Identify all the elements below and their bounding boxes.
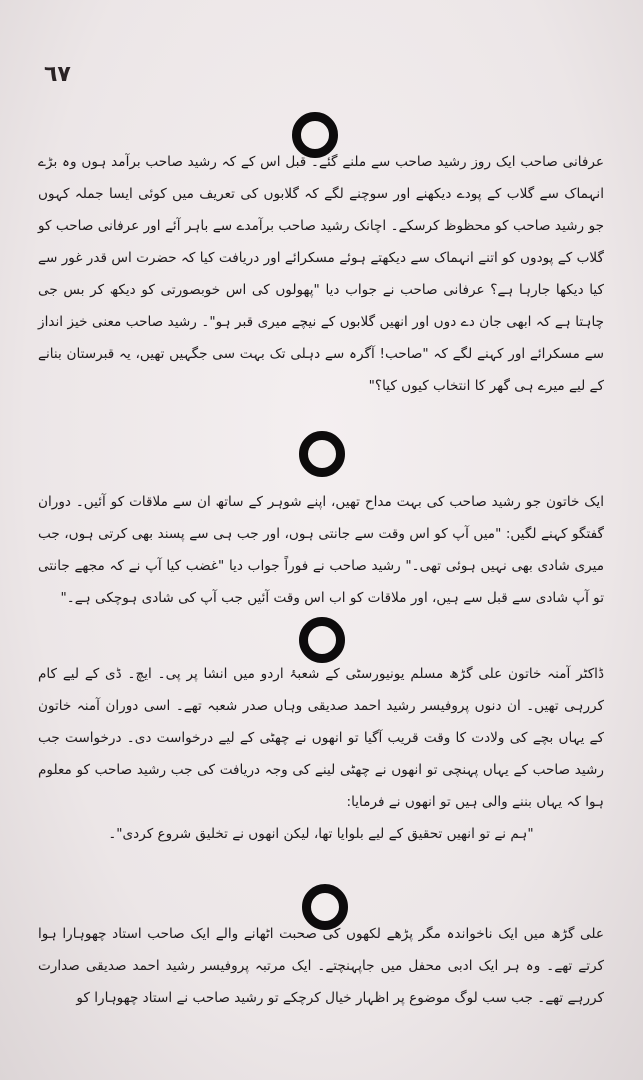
section-divider-ring-icon <box>299 617 345 663</box>
anecdote-paragraph-1 <box>38 146 604 402</box>
anecdote-paragraph-3 <box>38 658 604 850</box>
section-divider-ring-icon <box>299 431 345 477</box>
page-number: ٦٧ <box>44 62 71 87</box>
paragraph-text: علی گڑھ میں ایک ناخواندہ مگر پڑھے لکھوں کی صحبت اٹھانے والے ایک صاحب استاد چھوہارا ہوا کرتے تھے۔ وہ ہر ایک ادبی محفل میں جاپہنچتے۔ ایک مرتبہ پروفیسر رشید احمد صدیقی صدارت کررہے تھے۔ جب سب لوگ موضوع پر اظہار خیال کرچکے تو رشید صاحب نے استاد چھوہارا کو <box>38 926 604 1006</box>
paragraph-text: ایک خاتون جو رشید صاحب کی بہت مداح تھیں، اپنے شوہر کے ساتھ ان سے ملاقات کو آئیں۔ دوران گفتگو کہنے لگیں: "میں آپ کو اس وقت سے جانتی ہوں، اور جب ہی سے پسند بھی کرتی ہوں، جب میری شادی بھی نہیں ہوئی تھی۔" رشید صاحب نے فوراً جواب دیا "غضب کیا آپ نے کہ مجھے جانتی تو آپ شادی سے قبل سے ہیں، اور ملاقات کو اب اس وقت آئیں جب آپ کی شادی ہوچکی ہے۔" <box>38 494 604 606</box>
anecdote-paragraph-4 <box>38 918 604 1014</box>
quoted-remark: "ہم نے تو انھیں تحقیق کے لیے بلوایا تھا، لیکن انھوں نے تخلیق شروع کردی"۔ <box>108 826 534 842</box>
anecdote-paragraph-2 <box>38 486 604 614</box>
paragraph-text: ڈاکٹر آمنہ خاتون علی گڑھ مسلم یونیورسٹی کے شعبۂ اردو میں انشا پر پی۔ ایچ۔ ڈی کے لیے کام کررہی تھیں۔ ان دنوں پروفیسر رشید احمد صدیقی وہاں صدر شعبہ تھے۔ اسی دوران آمنہ خاتون کے یہاں بچے کی ولادت کا وقت قریب آگیا تو انھوں نے چھٹی کے لیے درخواست دی۔ درخواست جب رشید صاحب کے یہاں پہنچی تو انھوں نے چھٹی لینے کی وجہ دریافت کی جب رشید صاحب کو معلوم ہوا کہ یہاں بننے والی ہیں تو انھوں نے فرمایا: <box>38 666 604 810</box>
paragraph-text: عرفانی صاحب ایک روز رشید صاحب سے ملنے گئے۔ قبل اس کے کہ رشید صاحب برآمد ہوں وہ بڑے انہماک سے گلاب کے پودے دیکھنے اور سوچنے لگے کہ گلابوں کی تعریف میں کوئی ایسا جملہ کہوں جو رشید صاحب کو محظوظ کرسکے۔ اچانک رشید صاحب برآمدے سے باہر آئے اور عرفانی صاحب کو گلاب کے پودوں کو اتنے انہماک سے دیکھتے ہوئے مسکرائے اور دریافت کیا کہ حضرت اس قدر غور سے کیا دیکھا جارہا ہے؟ عرفانی صاحب نے جواب دیا "پھولوں کی اس خوبصورتی کو دیکھ کر بس جی چاہتا ہے کہ ابھی جان دے دوں اور انھیں گلابوں کے نیچے میری قبر ہو"۔ رشید صاحب معنی خیز انداز سے مسکرائے اور کہنے لگے کہ "صاحب! آگرہ سے دہلی تک بہت سی جگہیں تھیں، یہ قبرستان بنانے کے لیے میرے ہی گھر کا انتخاب کیوں کیا؟" <box>38 154 604 394</box>
